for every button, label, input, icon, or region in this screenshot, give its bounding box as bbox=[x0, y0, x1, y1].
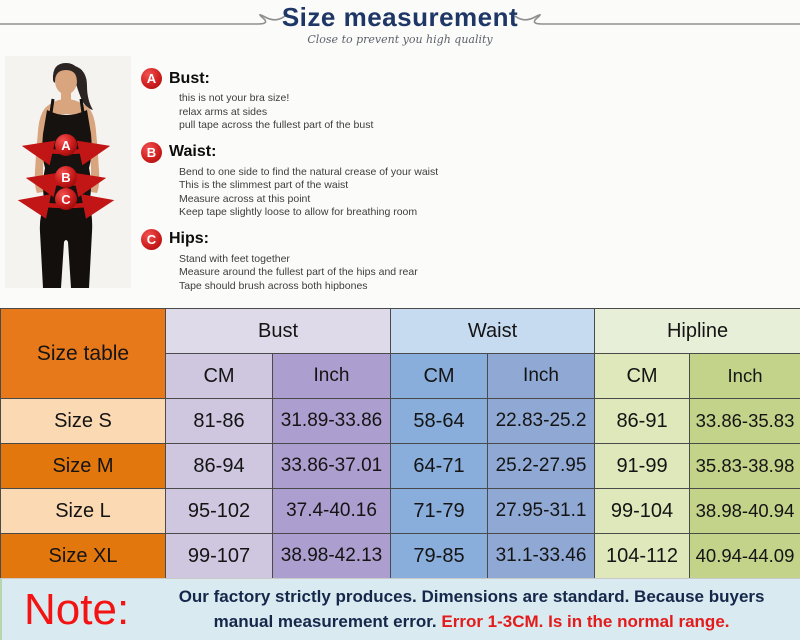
note-text-main: Our factory strictly produces. Dimensions are standard. Because buyers manual measurement error. bbox=[178, 586, 765, 631]
model-figure-illustration bbox=[5, 56, 131, 288]
hipline-cm-header: CM bbox=[595, 354, 690, 399]
hipline-inch-value: 40.94-44.09 bbox=[690, 534, 800, 579]
page-title: Size measurement bbox=[281, 2, 519, 32]
waist-instruction-line: Keep tape slightly loose to allow for breathing room bbox=[179, 206, 418, 218]
waist-inch-value: 25.2-27.95 bbox=[488, 444, 595, 489]
note-label: Note: bbox=[24, 584, 130, 634]
table-row-size-s bbox=[1, 399, 800, 444]
waist-cm-value: 71-79 bbox=[391, 489, 488, 534]
waist-inch-value: 27.95-31.1 bbox=[488, 489, 595, 534]
bust-instructions bbox=[141, 68, 461, 133]
waist-column-group-header: Waist bbox=[391, 309, 595, 354]
instructions bbox=[141, 56, 461, 302]
table-row-size-l bbox=[1, 489, 800, 534]
size-table-corner-header: Size table bbox=[1, 309, 166, 399]
size-label: Size XL bbox=[1, 534, 166, 579]
waist-badge-icon: B bbox=[141, 142, 162, 163]
size-label: Size S bbox=[1, 399, 166, 444]
page-subtitle: Close to prevent you high quality bbox=[307, 33, 493, 46]
hips-heading: Hips: bbox=[169, 230, 209, 247]
waist-cm-value: 58-64 bbox=[391, 399, 488, 444]
bust-cm-value: 99-107 bbox=[166, 534, 273, 579]
waist-inch-header: Inch bbox=[488, 354, 595, 399]
hips-instructions bbox=[141, 229, 461, 294]
bust-instruction-line: relax arms at sides bbox=[179, 105, 268, 118]
bust-column-group-header: Bust bbox=[166, 309, 391, 354]
waist-cm-value: 64-71 bbox=[391, 444, 488, 489]
bust-inch-value: 31.89-33.86 bbox=[273, 399, 391, 444]
note-banner bbox=[0, 578, 800, 640]
hips-badge-icon: C bbox=[141, 229, 162, 250]
model-photo bbox=[5, 56, 131, 288]
table-row-size-xl bbox=[1, 534, 800, 579]
bust-inch-header: Inch bbox=[273, 354, 391, 399]
waist-instructions bbox=[141, 142, 461, 220]
bust-instruction-line: pull tape across the fullest part of the bust bbox=[179, 119, 374, 131]
hipline-cm-value: 86-91 bbox=[595, 399, 690, 444]
hipline-column-group-header: Hipline bbox=[595, 309, 800, 354]
bust-cm-value: 95-102 bbox=[166, 489, 273, 534]
waist-heading: Waist: bbox=[169, 143, 217, 160]
bust-cm-value: 86-94 bbox=[166, 444, 273, 489]
waist-cm-value: 79-85 bbox=[391, 534, 488, 579]
waist-instruction-line: Measure across at this point bbox=[179, 192, 311, 205]
bust-inch-value: 37.4-40.16 bbox=[273, 489, 391, 534]
hipline-cm-value: 91-99 bbox=[595, 444, 690, 489]
hips-instruction-line: Tape should brush across both hipbones bbox=[179, 279, 368, 292]
bust-instruction-line: this is not your bra size! bbox=[179, 92, 290, 104]
bust-cm-header: CM bbox=[166, 354, 273, 399]
bust-inch-value: 33.86-37.01 bbox=[273, 444, 391, 489]
note-text bbox=[157, 585, 800, 634]
bust-marker-label: A bbox=[61, 138, 71, 153]
banner bbox=[0, 0, 800, 48]
hipline-inch-value: 38.98-40.94 bbox=[690, 489, 800, 534]
hipline-inch-header: Inch bbox=[690, 354, 800, 399]
measurement-guide bbox=[5, 56, 461, 302]
hips-instruction-line: Measure around the fullest part of the hips and rear bbox=[179, 266, 418, 278]
note-text-highlight: Error 1-3CM. Is in the normal range. bbox=[441, 611, 730, 631]
hipline-cm-value: 104-112 bbox=[595, 534, 690, 579]
bust-cm-value: 81-86 bbox=[166, 399, 273, 444]
bust-inch-value: 38.98-42.13 bbox=[273, 534, 391, 579]
hipline-inch-value: 33.86-35.83 bbox=[690, 399, 800, 444]
size-label: Size L bbox=[1, 489, 166, 534]
waist-instruction-line: Bend to one side to find the natural crease of your waist bbox=[179, 165, 439, 178]
waist-marker-label: B bbox=[61, 170, 71, 185]
hips-instruction-line: Stand with feet together bbox=[179, 252, 290, 265]
table-row-size-m bbox=[1, 444, 800, 489]
waist-inch-value: 22.83-25.2 bbox=[488, 399, 595, 444]
waist-cm-header: CM bbox=[391, 354, 488, 399]
hips-marker-label: C bbox=[61, 192, 71, 207]
waist-instruction-line: This is the slimmest part of the waist bbox=[179, 179, 349, 191]
size-table bbox=[0, 308, 800, 579]
waist-inch-value: 31.1-33.46 bbox=[488, 534, 595, 579]
hipline-inch-value: 35.83-38.98 bbox=[690, 444, 800, 489]
size-label: Size M bbox=[1, 444, 166, 489]
hipline-cm-value: 99-104 bbox=[595, 489, 690, 534]
bust-heading: Bust: bbox=[169, 69, 210, 87]
bust-badge-icon: A bbox=[141, 68, 162, 89]
